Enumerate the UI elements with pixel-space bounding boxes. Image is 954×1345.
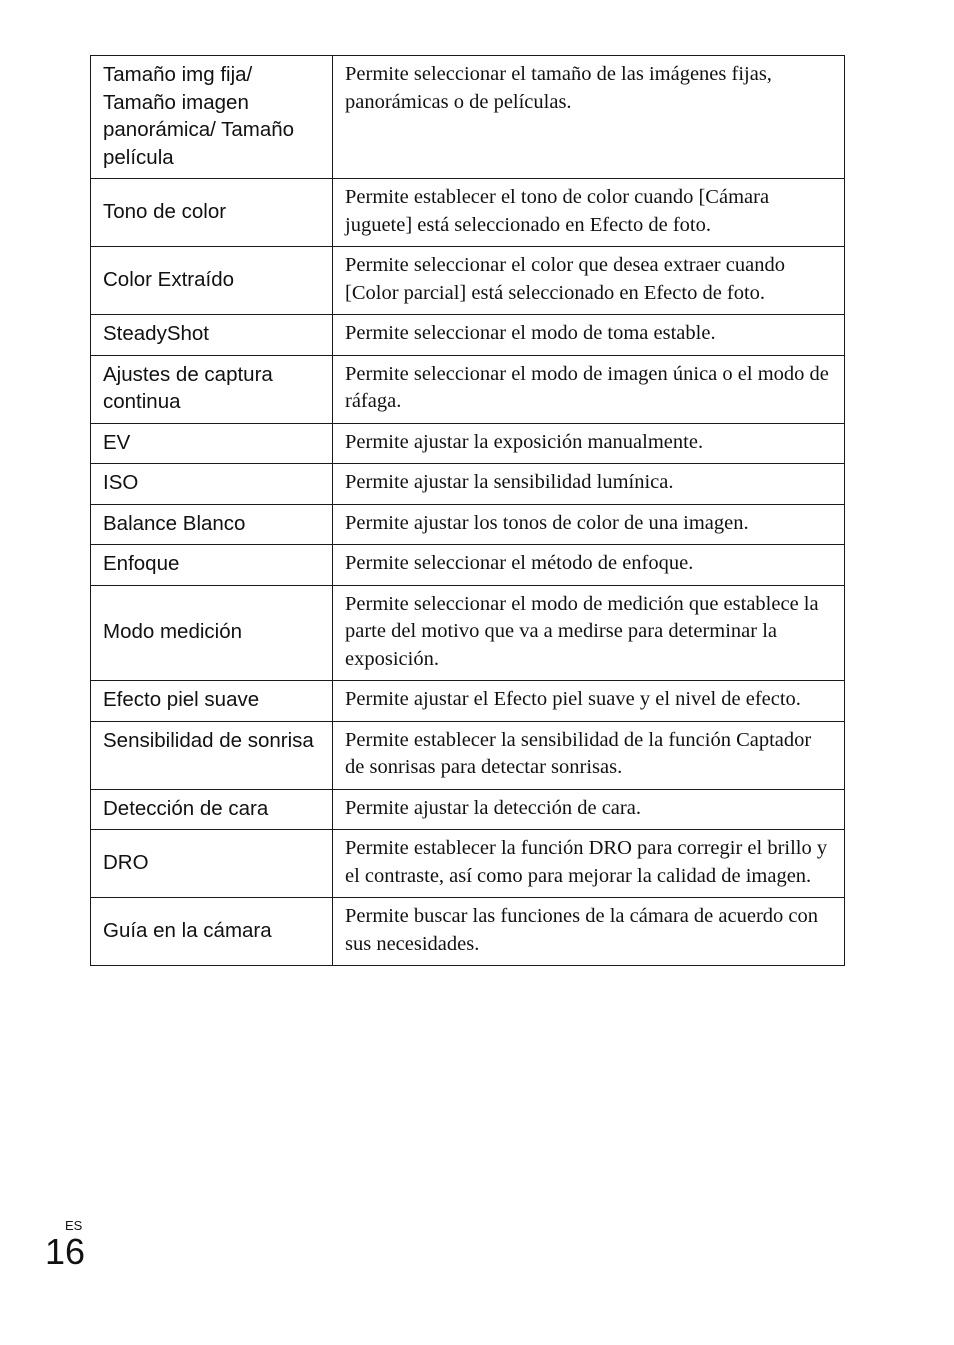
- table-row: [91, 355, 845, 423]
- language-code: ES: [65, 1218, 83, 1233]
- table-row: [91, 179, 845, 247]
- function-description: Permite establecer la sensibilidad de la función Captador de sonrisas para detectar sonrisas.: [333, 721, 845, 789]
- function-description: Permite seleccionar el modo de medición que establece la parte del motivo que va a medirse para determinar la exposición.: [333, 585, 845, 681]
- table-row: [91, 585, 845, 681]
- function-name: Sensibilidad de sonrisa: [91, 721, 333, 789]
- function-description: Permite establecer el tono de color cuando [Cámara juguete] está seleccionado en Efecto de foto.: [333, 179, 845, 247]
- page-number: 16: [45, 1231, 86, 1272]
- table-row: [91, 315, 845, 356]
- function-description: Permite seleccionar el color que desea extraer cuando [Color parcial] está seleccionado en Efecto de foto.: [333, 247, 845, 315]
- function-description: Permite buscar las funciones de la cámara de acuerdo con sus necesidades.: [333, 898, 845, 966]
- function-name: DRO: [91, 830, 333, 898]
- function-description: Permite seleccionar el tamaño de las imágenes fijas, panorámicas o de películas.: [333, 56, 845, 179]
- table-row: [91, 789, 845, 830]
- table-row: [91, 721, 845, 789]
- table-row: [91, 504, 845, 545]
- table-row: [91, 830, 845, 898]
- function-name: Balance Blanco: [91, 504, 333, 545]
- function-name: Enfoque: [91, 545, 333, 586]
- function-name: Ajustes de captura continua: [91, 355, 333, 423]
- table-row: [91, 247, 845, 315]
- function-name: Tono de color: [91, 179, 333, 247]
- function-description: Permite ajustar la sensibilidad lumínica.: [333, 464, 845, 505]
- table-row: [91, 898, 845, 966]
- function-table: [90, 55, 845, 966]
- function-description: Permite ajustar la detección de cara.: [333, 789, 845, 830]
- table-row: [91, 423, 845, 464]
- function-description: Permite establecer la función DRO para corregir el brillo y el contraste, así como para mejorar la calidad de imagen.: [333, 830, 845, 898]
- table-row: [91, 56, 845, 179]
- table-row: [91, 681, 845, 722]
- function-description: Permite seleccionar el método de enfoque.: [333, 545, 845, 586]
- function-name: ISO: [91, 464, 333, 505]
- function-description: Permite ajustar los tonos de color de una imagen.: [333, 504, 845, 545]
- function-name: Efecto piel suave: [91, 681, 333, 722]
- function-name: Color Extraído: [91, 247, 333, 315]
- function-name: Detección de cara: [91, 789, 333, 830]
- function-description: Permite seleccionar el modo de imagen única o el modo de ráfaga.: [333, 355, 845, 423]
- function-name: EV: [91, 423, 333, 464]
- table-row: [91, 464, 845, 505]
- function-name: Tamaño img fija/ Tamaño imagen panorámica/ Tamaño película: [91, 56, 333, 179]
- function-description: Permite seleccionar el modo de toma estable.: [333, 315, 845, 356]
- table-row: [91, 545, 845, 586]
- function-name: Modo medición: [91, 585, 333, 681]
- function-name: Guía en la cámara: [91, 898, 333, 966]
- function-description: Permite ajustar el Efecto piel suave y el nivel de efecto.: [333, 681, 845, 722]
- function-name: SteadyShot: [91, 315, 333, 356]
- function-description: Permite ajustar la exposición manualmente.: [333, 423, 845, 464]
